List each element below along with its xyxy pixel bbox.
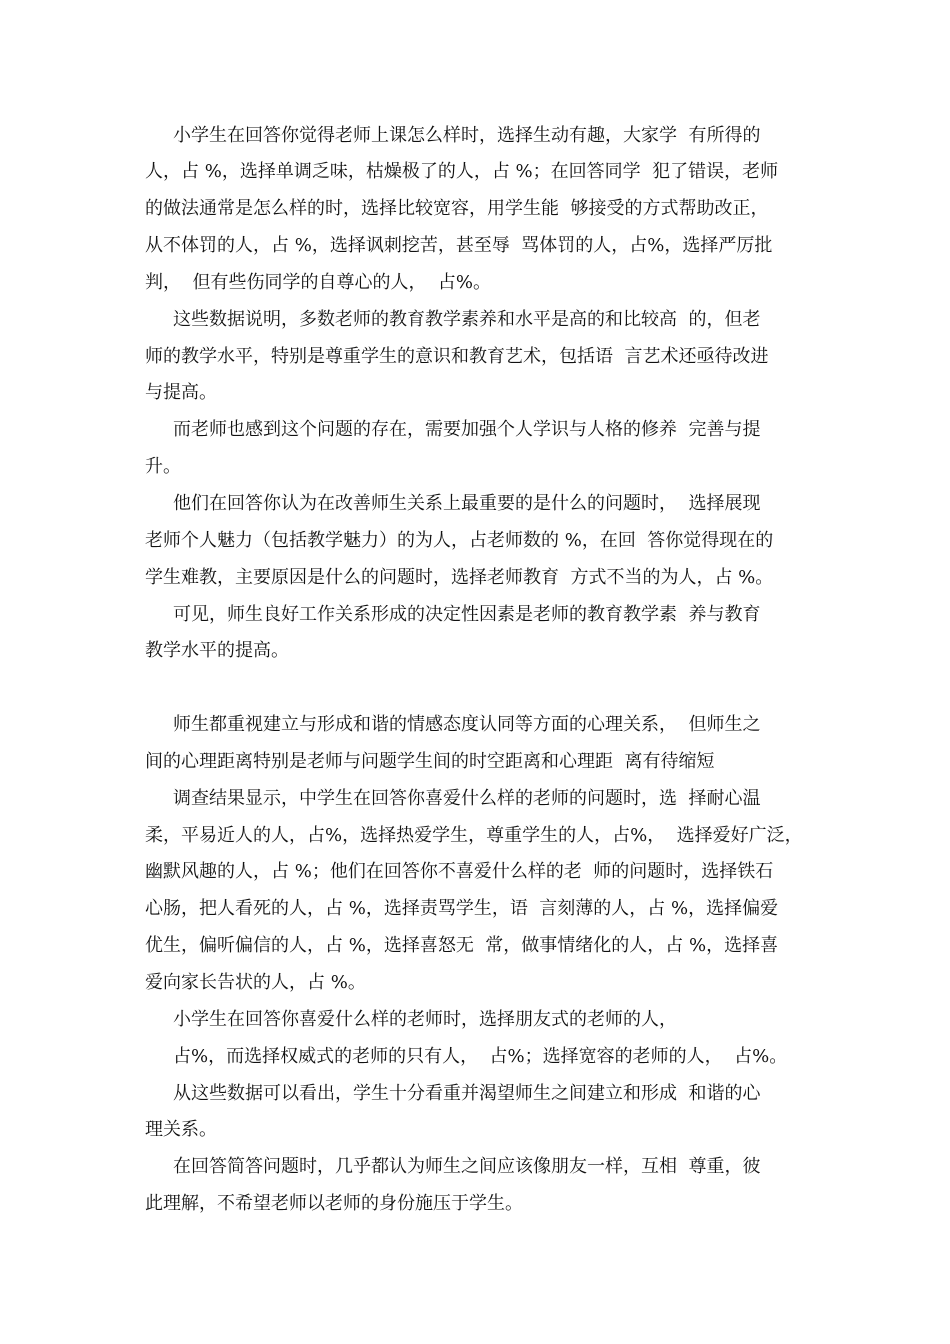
text-line-18: 调查结果显示，中学生在回答你喜爱什么样的老师的问题时，选 择耐心温: [173, 788, 761, 809]
text-line-14: 可见，师生良好工作关系形成的决定性因素是老师的教育教学素 养与教育: [173, 604, 761, 625]
text-line-21: 心肠，把人看死的人，占 %，选择责骂学生，语 言刻薄的人，占 %，选择偏爱: [145, 898, 779, 919]
text-line-10: 升。: [145, 456, 181, 477]
text-line-17: 间的心理距离特别是老师与问题学生间的时空距离和心理距 离有待缩短: [145, 751, 715, 772]
text-line-9: 而老师也感到这个问题的存在，需要加强个人学识与人格的修养 完善与提: [173, 419, 761, 440]
text-line-11: 他们在回答你认为在改善师生关系上最重要的是什么的问题时， 选择展现: [173, 493, 761, 514]
text-line-28: 在回答简答问题时，几乎都认为师生之间应该像朋友一样，互相 尊重，彼: [173, 1156, 761, 1177]
text-line-5: 判， 但有些伤同学的自尊心的人， 占%。: [145, 272, 491, 293]
text-line-6: 这些数据说明，多数老师的教育教学素养和水平是高的和比较高 的，但老: [173, 309, 761, 330]
text-line-22: 优生，偏听偏信的人，占 %，选择喜怒无 常，做事情绪化的人，占 %，选择喜: [145, 935, 779, 956]
text-line-4: 从不体罚的人，占 %，选择讽刺挖苦，甚至辱 骂体罚的人，占%，选择严厉批: [145, 235, 773, 256]
text-line-16: 师生都重视建立与形成和谐的情感态度认同等方面的心理关系， 但师生之: [173, 714, 761, 735]
text-line-19: 柔，平易近人的人，占%，选择热爱学生，尊重学生的人，占%， 选择爱好广泛，: [145, 825, 803, 846]
text-line-29: 此理解，不希望老师以老师的身份施压于学生。: [145, 1193, 523, 1214]
text-line-27: 理关系。: [145, 1119, 217, 1140]
text-line-7: 师的教学水平，特别是尊重学生的意识和教育艺术，包括语 言艺术还亟待改进: [145, 346, 769, 367]
text-line-13: 学生难教，主要原因是什么的问题时，选择老师教育 方式不当的为人，占 %。: [145, 567, 774, 588]
text-line-20: 幽默风趣的人，占 %；他们在回答你不喜爱什么样的老 师的问题时，选择铁石: [145, 861, 774, 882]
text-line-12: 老师个人魅力（包括教学魅力）的为人，占老师数的 %，在回 答你觉得现在的: [145, 530, 774, 551]
text-line-24: 小学生在回答你喜爱什么样的老师时，选择朋友式的老师的人，: [173, 1009, 677, 1030]
text-line-23: 爱向家长告状的人，占 %。: [145, 972, 366, 993]
text-line-8: 与提高。: [145, 382, 217, 403]
text-line-1: 小学生在回答你觉得老师上课怎么样时，选择生动有趣，大家学 有所得的: [173, 125, 761, 146]
text-line-3: 的做法通常是怎么样的时，选择比较宽容，用学生能 够接受的方式帮助改正，: [145, 198, 769, 219]
text-line-2: 人，占 %，选择单调乏味，枯燥极了的人，占 %；在回答同学 犯了错误，老师: [145, 161, 779, 182]
text-line-26: 从这些数据可以看出，学生十分看重并渴望师生之间建立和形成 和谐的心: [173, 1083, 761, 1104]
text-line-25: 占%，而选择权威式的老师的只有人， 占%；选择宽容的老师的人， 占%。: [173, 1046, 788, 1067]
text-line-15: 教学水平的提高。: [145, 640, 289, 661]
